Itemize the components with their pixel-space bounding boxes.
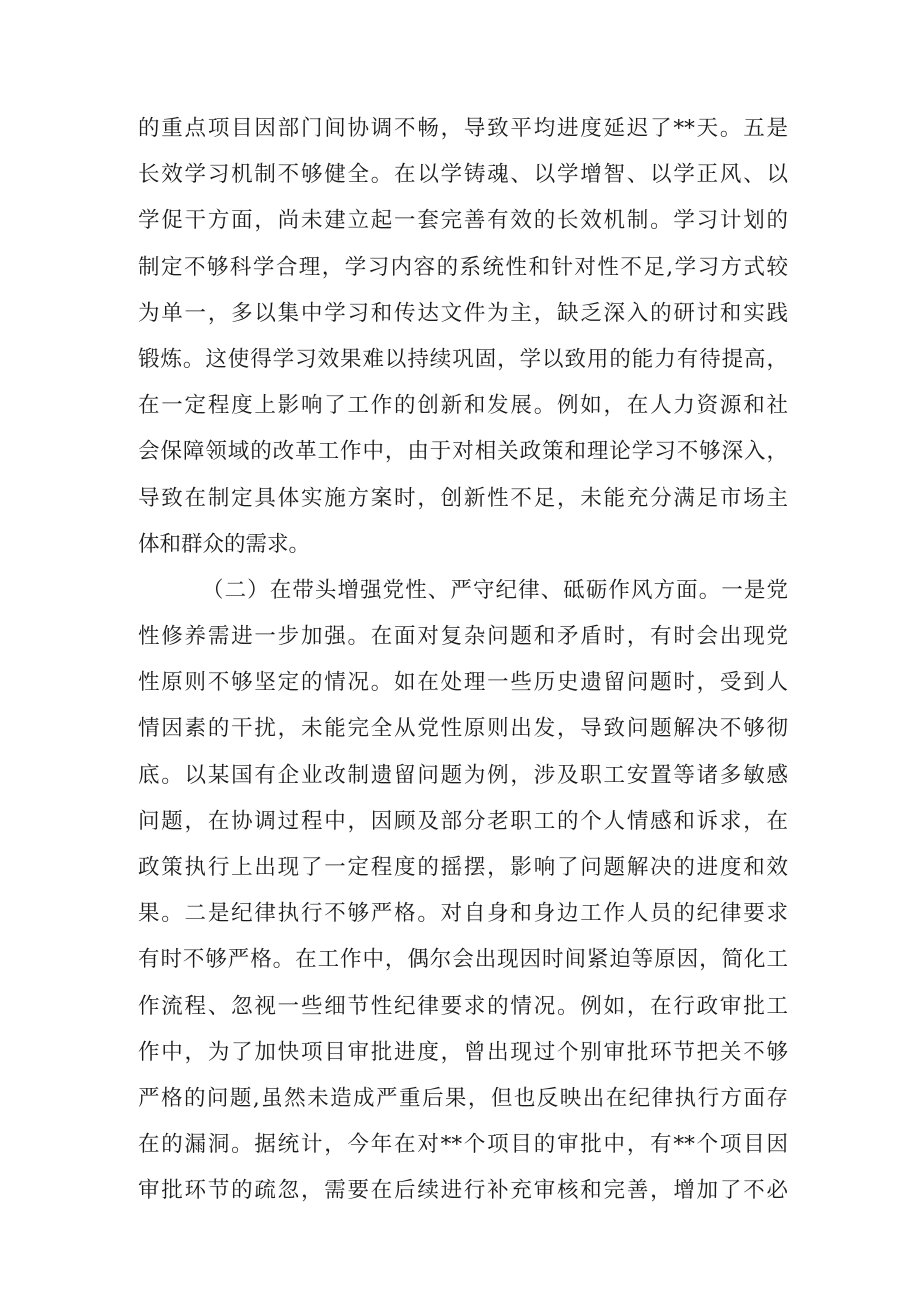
- document-body: [138, 106, 788, 1215]
- paragraph-1-line-7: 在一定程度上影响了工作的创新和发展。例如，在人力资源和社: [138, 393, 788, 419]
- paragraph-1-line-1: 的重点项目因部门间协调不畅，导致平均进度延迟了**天。五是: [138, 116, 788, 141]
- paragraph-1-line-5: 为单一，多以集中学习和传达文件为主，缺乏深入的研讨和实践: [138, 300, 788, 326]
- paragraph-2-line-11: 作中，为了加快项目审批进度，曾出现过个别审批环节把关不够: [138, 1039, 788, 1065]
- paragraph-2-line-8: 果。二是纪律执行不够严格。对自身和身边工作人员的纪律要求: [138, 901, 788, 927]
- paragraph-2-line-13: 在的漏洞。据统计，今年在对**个项目的审批中，有**个项目因: [138, 1132, 788, 1158]
- paragraph-2-line-12: 严格的问题,虽然未造成严重后果，但也反映出在纪律执行方面存: [138, 1085, 788, 1111]
- paragraph-1-line-6: 锻炼。这使得学习效果难以持续巩固，学以致用的能力有待提高，: [138, 346, 788, 372]
- paragraph-1-line-4: 制定不够科学合理，学习内容的系统性和针对性不足,学习方式较: [138, 254, 788, 280]
- paragraph-1-line-8: 会保障领域的改革工作中，由于对相关政策和理论学习不够深入，: [138, 439, 788, 465]
- paragraph-2-line-4: 情因素的干扰，未能完全从党性原则出发，导致问题解决不够彻: [138, 716, 788, 742]
- paragraph-2-line-1: （二）在带头增强党性、严守纪律、砥砺作风方面。一是党: [202, 577, 788, 603]
- paragraph-2-line-10: 作流程、忽视一些细节性纪律要求的情况。例如，在行政审批工: [138, 993, 788, 1019]
- paragraph-1-line-2: 长效学习机制不够健全。在以学铸魂、以学增智、以学正风、以: [138, 162, 788, 188]
- paragraph-1-line-9: 导致在制定具体实施方案时，创新性不足，未能充分满足市场主: [138, 485, 788, 511]
- paragraph-2-line-6: 问题，在协调过程中，因顾及部分老职工的个人情感和诉求，在: [138, 808, 788, 834]
- paragraph-2-line-7: 政策执行上出现了一定程度的摇摆，影响了问题解决的进度和效: [138, 855, 788, 880]
- paragraph-1-line-10: 体和群众的需求。: [138, 531, 311, 557]
- paragraph-2-line-2: 性修养需进一步加强。在面对复杂问题和矛盾时，有时会出现党: [138, 624, 788, 650]
- paragraph-2-line-3: 性原则不够坚定的情况。如在处理一些历史遗留问题时，受到人: [138, 670, 788, 696]
- paragraph-1-line-3: 学促干方面，尚未建立起一套完善有效的长效机制。学习计划的: [138, 208, 788, 234]
- paragraph-2-line-9: 有时不够严格。在工作中，偶尔会出现因时间紧迫等原因，简化工: [138, 947, 788, 973]
- paragraph-2-line-14: 审批环节的疏忽，需要在后续进行补充审核和完善，增加了不必: [138, 1178, 788, 1204]
- paragraph-2-line-5: 底。以某国有企业改制遗留问题为例，涉及职工安置等诸多敏感: [138, 762, 788, 788]
